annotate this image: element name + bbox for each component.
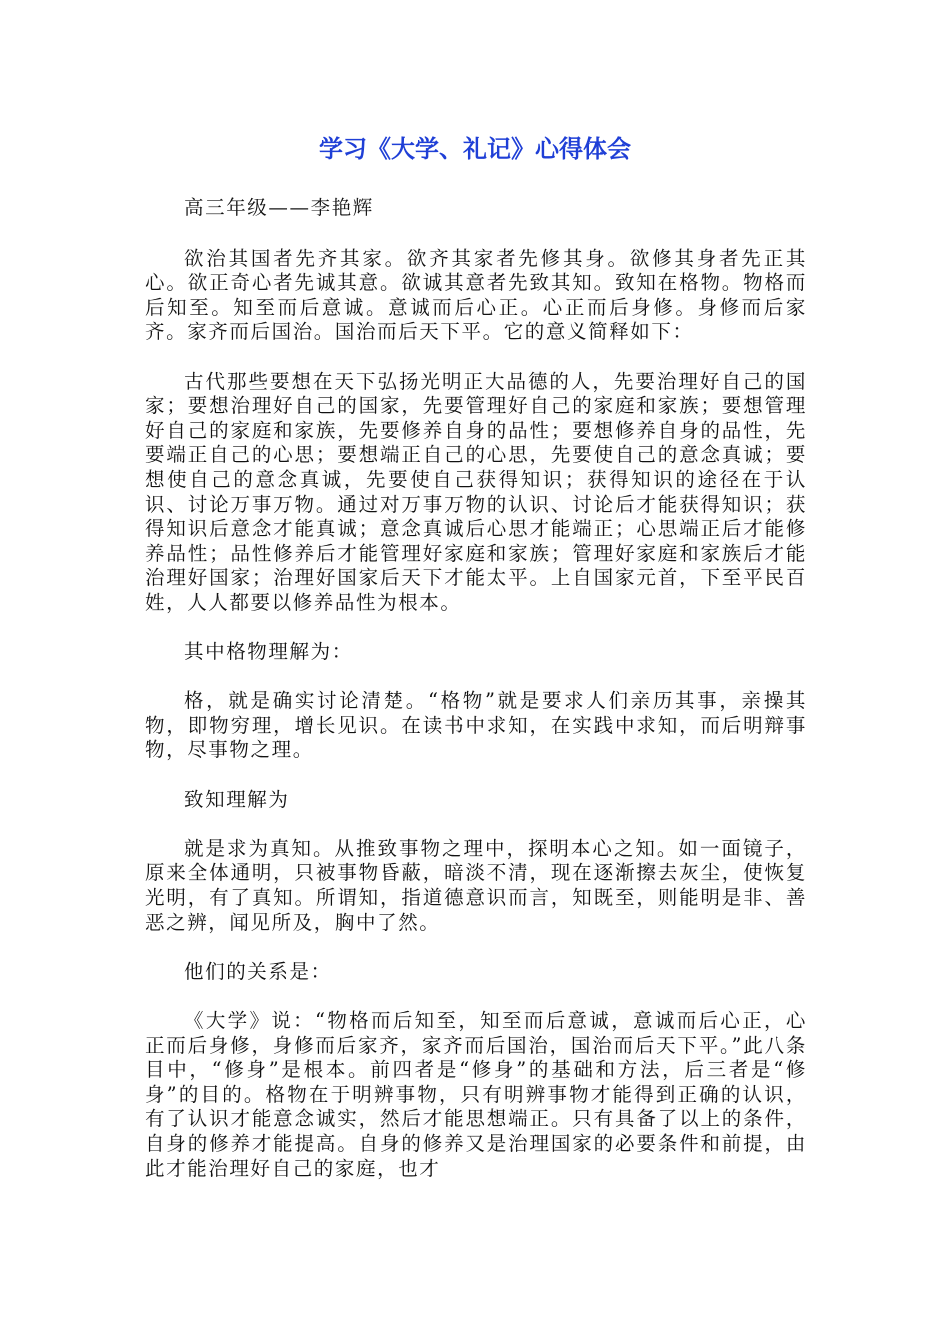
document-title: 学习《大学、礼记》心得体会 bbox=[319, 135, 631, 163]
author-line: 高三年级——李艳辉 bbox=[184, 196, 374, 219]
paragraph-gewu-explanation: 格，就是确实讨论清楚。“格物”就是要求人们亲历其事，亲操其物，即物穷理，增长见识。在读书中求知，在实践中求知，而后明辩事物，尽事物之理。 bbox=[145, 689, 807, 762]
paragraph-zhizhi-heading: 致知理解为 bbox=[184, 787, 290, 811]
paragraph-interpretation: 古代那些要想在天下弘扬光明正大品德的人，先要治理好自己的国家；要想治理好自己的国家，先要管理好自己的家庭和家族；要想管理好自己的家庭和家族，先要修养自身的品性；要想修养自身的品性，先要端正自己的心思；要想端正自己的心思，先要使自己的意念真诚；要想使自己的意念真诚，先要使自己获得知识；获得知识的途径在于认识、讨论万事万物。通过对万事万物的认识、讨论后才能获得知识；获得知识后意念才能真诚；意念真诚后心思才能端正；心思端正后才能修养品性；品性修养后才能管理好家庭和家族；管理好家庭和家族后才能治理好国家；治理好国家后天下才能太平。上自国家元首，下至平民百姓，人人都要以修养品性为根本。 bbox=[145, 369, 807, 614]
paragraph-relationship-heading: 他们的关系是： bbox=[184, 959, 332, 983]
paragraph-original-text: 欲治其国者先齐其家。欲齐其家者先修其身。欲修其身者先正其心。欲正奇心者先诚其意。欲诚其意者先致其知。致知在格物。物格而后知至。知至而后意诚。意诚而后心正。心正而后身修。身修而后家齐。家齐而后国治。国治而后天下平。它的意义简释如下： bbox=[145, 246, 807, 344]
paragraph-zhizhi-explanation: 就是求为真知。从推致事物之理中，探明本心之知。如一面镜子，原来全体通明，只被事物昏蔽，暗淡不清，现在逐渐擦去灰尘，使恢复光明，有了真知。所谓知，指道德意识而言，知既至，则能明是非、善恶之辨，闻见所及，胸中了然。 bbox=[145, 836, 807, 934]
paragraph-gewu-heading: 其中格物理解为： bbox=[184, 640, 353, 664]
paragraph-relationship-explanation: 《大学》说：“物格而后知至，知至而后意诚，意诚而后心正，心正而后身修，身修而后家齐，家齐而后国治，国治而后天下平。”此八条目中，“修身”是根本。前四者是“修身”的基础和方法，后三者是“修身”的目的。格物在于明辨事物，只有明辨事物才能得到正确的认识，有了认识才能意念诚实，然后才能思想端正。只有具备了以上的条件，自身的修养才能提高。自身的修养又是治理国家的必要条件和前提，由此才能治理好自己的家庭，也才 bbox=[145, 1009, 807, 1180]
document-body bbox=[145, 196, 807, 1206]
